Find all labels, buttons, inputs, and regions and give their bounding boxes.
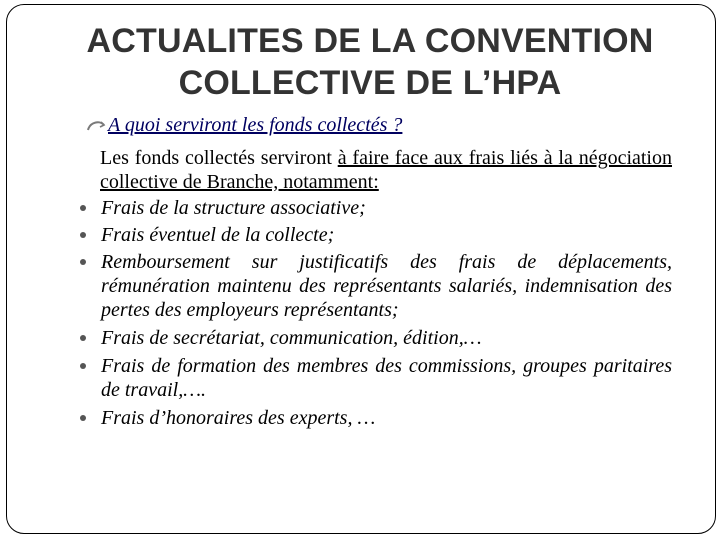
list-item-text: Frais d’honoraires des experts, … (101, 407, 376, 429)
question-heading: A quoi serviront les fonds collectés ? (108, 114, 403, 136)
title-line-1: ACTUALITES DE LA CONVENTION (86, 22, 654, 60)
slide-title (40, 20, 700, 104)
list-item-text: Frais de formation des membres des commissions, groupes paritaires de travail,…. (101, 355, 672, 401)
bullet-dot-icon (80, 415, 86, 421)
list-item-text: Frais éventuel de la collecte; (101, 224, 335, 246)
list-item (80, 223, 672, 247)
bullet-dot-icon (80, 335, 86, 341)
bullet-dot-icon (80, 232, 86, 238)
title-line-2: COLLECTIVE DE L’HPA (178, 64, 562, 102)
list-item (80, 196, 672, 220)
list-item (80, 406, 672, 430)
list-item-text: Frais de secrétariat, communication, édition,… (101, 327, 482, 349)
swirl-bullet-icon (86, 118, 106, 136)
bullet-dot-icon (80, 205, 86, 211)
list-item (80, 250, 672, 322)
bullet-list (80, 196, 672, 434)
list-item-text: Frais de la structure associative; (101, 197, 366, 219)
bullet-dot-icon (80, 363, 86, 369)
intro-paragraph (100, 146, 672, 194)
intro-underlined-text: à faire face aux frais liés à la négociation collective de Branche, notamment: (100, 147, 672, 193)
bullet-dot-icon (80, 259, 86, 265)
list-item-text: Remboursement sur justificatifs des frais de déplacements, rémunération maintenu des représentants salariés, indemnisation des pertes des employeurs représentants; (101, 251, 672, 321)
list-item (80, 326, 672, 350)
list-item (80, 354, 672, 402)
intro-text: Les fonds collectés serviront (100, 147, 338, 169)
